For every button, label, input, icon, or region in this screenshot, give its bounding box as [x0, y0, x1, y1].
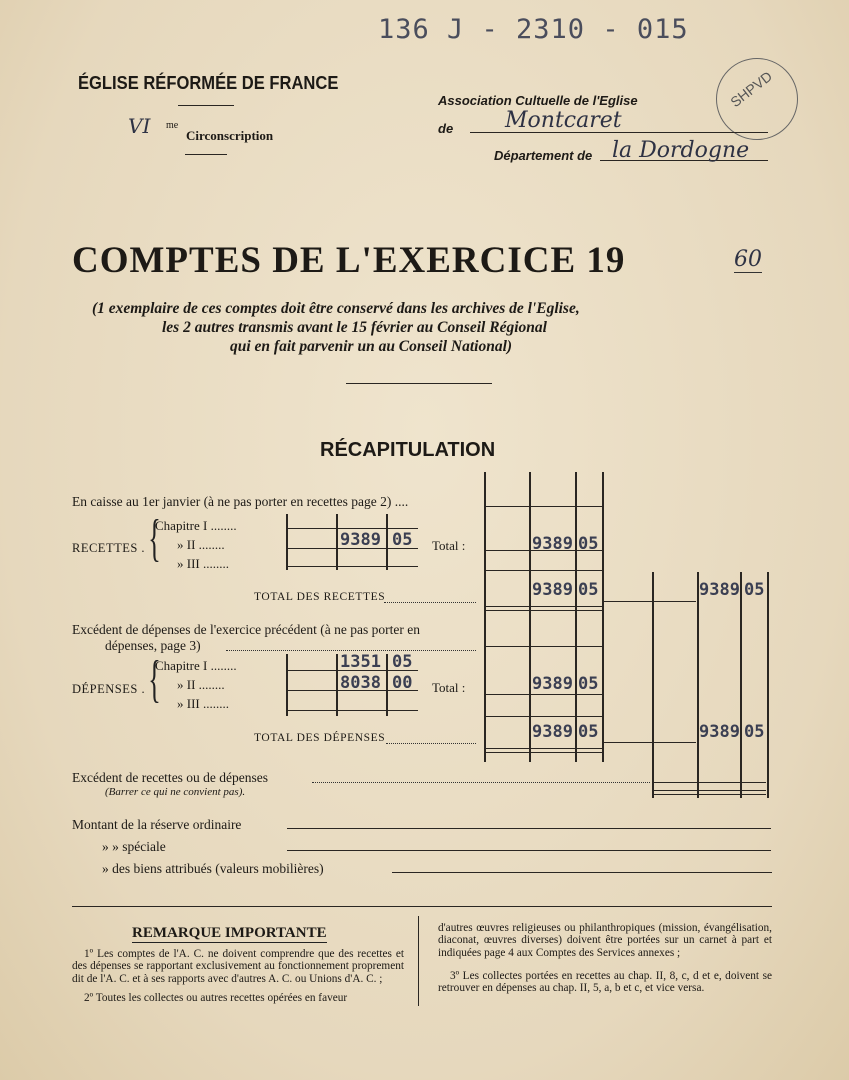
- double-line: [486, 610, 602, 611]
- departement-label: Département de: [494, 148, 593, 163]
- recettes-total-label: Total :: [432, 538, 466, 553]
- col-line: [767, 572, 769, 798]
- leader-dots: [384, 601, 476, 603]
- excedent-depenses-label-1: Excédent de dépenses de l'exercice précédent (à ne pas porter en: [72, 622, 420, 637]
- archive-stamp: [716, 58, 798, 140]
- divider: [178, 105, 234, 106]
- recettes-ii-centimes: 05: [392, 530, 413, 550]
- remarque-paragraph-2: 2º Toutes les collectes ou autres recettes opérées en faveur: [84, 992, 348, 1004]
- total-depenses-francs: 9389: [532, 722, 573, 742]
- recettes-chapitre-ii: » II ........: [177, 537, 225, 552]
- parish-name: Montcaret: [505, 108, 622, 133]
- reserve-speciale-label: » » spéciale: [102, 839, 166, 854]
- entry-line: [604, 742, 652, 743]
- recettes-chapitre-iii: » III ........: [177, 556, 229, 571]
- title-note-line-3: qui en fait parvenir un au Conseil National): [230, 338, 513, 355]
- depenses-i-centimes: 05: [392, 652, 413, 672]
- total-recettes-francs-2: 9389: [699, 580, 740, 600]
- depenses-brace: {: [148, 651, 161, 708]
- col-line: [740, 572, 742, 798]
- sub-col-line: [386, 514, 388, 570]
- remarque-paragraph-2-continued: d'autres œuvres religieuses ou philanthropiques (mission, évangélisation, diaconat, œuvres diverses) doivent être portées sur un carnet à part et indiquées page 4 aux Comptes des Services annexes ;: [438, 922, 772, 959]
- depenses-chapitre-ii: » II ........: [177, 677, 225, 692]
- leader-dots: [312, 781, 650, 783]
- entry-line: [486, 506, 602, 507]
- remarque-paragraph-3: 3º Les collectes portées en recettes au chap. II, 8, c, d et e, doivent se retrouver en dépenses au chap. II, 5, a, b et c, et vice versa.: [438, 970, 772, 995]
- recettes-brace: {: [148, 510, 161, 567]
- leader-dots: [386, 742, 476, 744]
- circonscription-number: VI: [128, 114, 151, 138]
- circonscription-label: Circonscription: [186, 128, 274, 143]
- reserve-ordinaire-label: Montant de la réserve ordinaire: [72, 817, 242, 832]
- entry-line: [288, 528, 418, 529]
- title-note-line-1: (1 exemplaire de ces comptes doit être conservé dans les archives de l'Eglise,: [92, 300, 580, 317]
- col-line: [529, 472, 531, 762]
- church-name: ÉGLISE RÉFORMÉE DE FRANCE: [78, 73, 339, 93]
- leader-dots: [226, 649, 476, 651]
- column-divider: [418, 916, 419, 1006]
- divider: [185, 154, 227, 155]
- col-line: [652, 572, 654, 798]
- sub-col-line: [386, 654, 388, 716]
- entry-line: [654, 782, 766, 783]
- recettes-total-francs: 9389: [532, 534, 573, 554]
- circonscription-suffix: me: [166, 120, 179, 131]
- reserve-line: [287, 850, 771, 851]
- entry-line: [288, 566, 418, 567]
- entry-line: [486, 570, 602, 571]
- entry-line: [486, 716, 602, 717]
- total-recettes-centimes: 05: [578, 580, 599, 600]
- depenses-label: DÉPENSES .: [72, 682, 146, 696]
- entry-line: [654, 601, 696, 602]
- main-title: COMPTES DE L'EXERCICE 19: [72, 240, 626, 281]
- association-label: Association Cultuelle de l'Eglise: [438, 93, 638, 108]
- excedent-final-label: Excédent de recettes ou de dépenses: [72, 770, 269, 785]
- sub-col-line: [336, 514, 338, 570]
- reserve-line: [392, 872, 772, 873]
- remarque-heading: REMARQUE IMPORTANTE: [132, 925, 327, 941]
- de-label: de: [438, 121, 454, 136]
- reserve-line: [287, 828, 771, 829]
- sub-col-line: [286, 514, 288, 570]
- reserve-biens-label: » des biens attribués (valeurs mobilières): [102, 861, 324, 876]
- departement-name: la Dordogne: [612, 138, 750, 163]
- year-suffix: 60: [734, 247, 762, 272]
- double-line: [486, 748, 602, 749]
- barrer-note: (Barrer ce qui ne convient pas).: [105, 786, 246, 798]
- total-depenses-centimes-2: 05: [744, 722, 765, 742]
- total-recettes-label: TOTAL DES RECETTES: [254, 591, 386, 603]
- entry-line: [486, 646, 602, 647]
- col-line: [697, 572, 699, 798]
- double-line: [486, 752, 602, 753]
- recettes-label: RECETTES .: [72, 541, 146, 555]
- depenses-i-francs: 1351: [340, 652, 381, 672]
- col-line: [575, 472, 577, 762]
- depenses-ii-francs: 8038: [340, 673, 381, 693]
- entry-line: [486, 694, 602, 695]
- sub-col-line: [286, 654, 288, 716]
- archive-reference: 136 J - 2310 - 015: [378, 14, 689, 45]
- entry-line: [288, 710, 418, 711]
- depenses-chapitre-iii: » III ........: [177, 696, 229, 711]
- col-line: [484, 472, 486, 762]
- col-line: [602, 472, 604, 762]
- total-recettes-centimes-2: 05: [744, 580, 765, 600]
- depenses-total-centimes: 05: [578, 674, 599, 694]
- depenses-total-label: Total :: [432, 680, 466, 695]
- double-line: [654, 794, 766, 795]
- double-line: [654, 790, 766, 791]
- remarque-paragraph-1: 1º Les comptes de l'A. C. ne doivent comprendre que des recettes et des dépenses se rapportant exclusivement au fonctionnement proprement dit de l'A. C. et à ses rapports avec d'autres A. C. ou Unions d'A. C. ;: [72, 948, 404, 985]
- total-recettes-francs: 9389: [532, 580, 573, 600]
- entry-line: [654, 742, 696, 743]
- stamp-text: SHPVD: [727, 67, 776, 111]
- total-depenses-label: TOTAL DES DÉPENSES: [254, 732, 386, 744]
- total-depenses-centimes: 05: [578, 722, 599, 742]
- double-line: [486, 606, 602, 607]
- entry-line: [604, 601, 652, 602]
- en-caisse-label: En caisse au 1er janvier (à ne pas porter en recettes page 2) ....: [72, 494, 409, 509]
- sub-col-line: [336, 654, 338, 716]
- ornament-divider: [346, 383, 492, 384]
- total-depenses-francs-2: 9389: [699, 722, 740, 742]
- recettes-chapitre-i: Chapitre I ........: [155, 518, 237, 533]
- section-divider: [72, 906, 772, 907]
- depenses-total-francs: 9389: [532, 674, 573, 694]
- excedent-depenses-label-2: dépenses, page 3): [105, 638, 201, 653]
- recettes-ii-francs: 9389: [340, 530, 381, 550]
- title-note-line-2: les 2 autres transmis avant le 15 février au Conseil Régional: [162, 319, 547, 336]
- recap-heading: RÉCAPITULATION: [320, 439, 496, 461]
- depenses-chapitre-i: Chapitre I ........: [155, 658, 237, 673]
- recettes-total-centimes: 05: [578, 534, 599, 554]
- depenses-ii-centimes: 00: [392, 673, 413, 693]
